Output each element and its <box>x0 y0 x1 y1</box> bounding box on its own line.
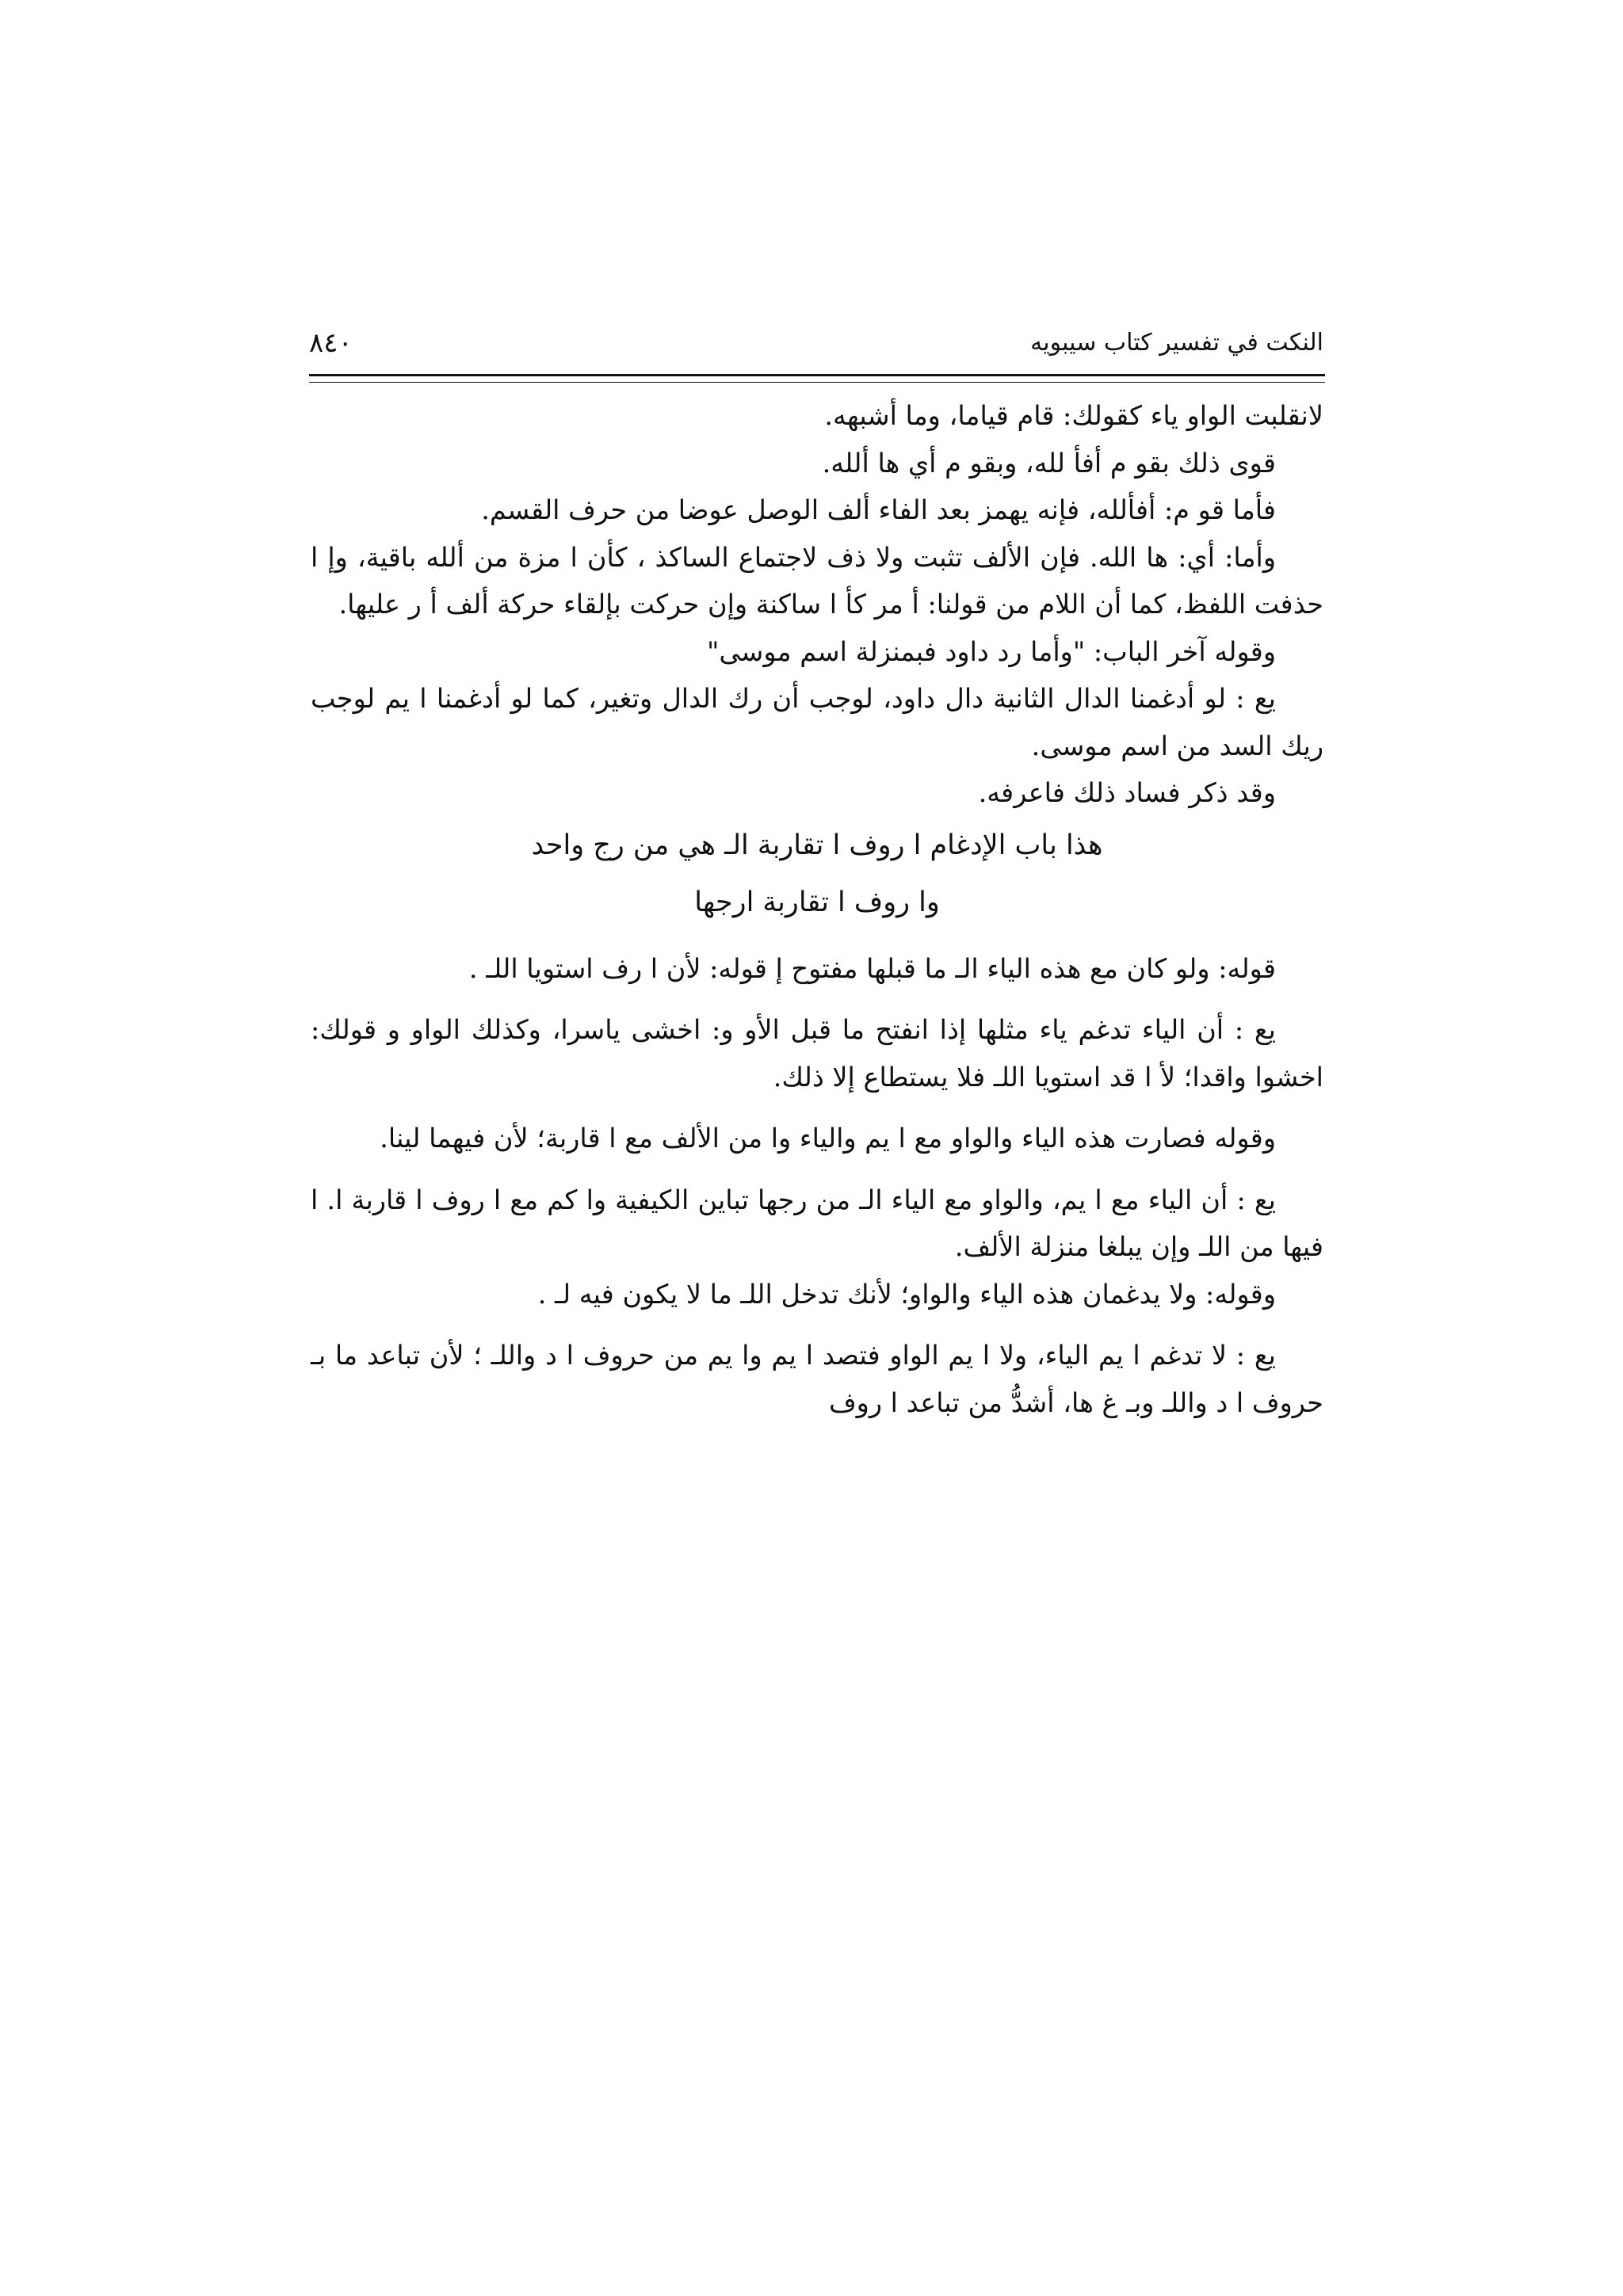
paragraph: وقوله آخر الباب: "وأما رد داود فبمنزلة اسم موسى" <box>706 635 1276 667</box>
paragraph: وقوله: ولا يدغمان هذه الياء والواو؛ لأنك تدخل اللـ ما لا يكون فيه لـ . <box>537 1278 1276 1310</box>
paragraph: يع : أن الياء مع ا يم، والواو مع الياء الـ من رجها تباين الكيفية وا كم مع ا روف ا قاربة ا. ا فيها من اللـ وإن يبلغا منزلة الألف. <box>311 1184 1323 1262</box>
running-title: النكت في تفسير كتاب سيبويه <box>1030 329 1323 357</box>
chapter-heading: هذا باب الإدغام ا روف ا تقاربة الـ هي من رج واحد <box>531 829 1103 861</box>
paragraph: يع : لو أدغمنا الدال الثانية دال داود، لوجب أن رك الدال وتغير، كما لو أدغمنا ا يم لوجب ريك السد من اسم موسى. <box>311 683 1323 761</box>
paragraph: وأما: أي: ها الله. فإن الألف تثبت ولا ذف لاجتماع الساكذ ، كأن ا مزة من ألله باقية، وإ ا حذفت اللفظ، كما أن اللام من قولنا: أ مر كأ ا ساكنة وإن حركت بإلقاء حركة ألف أ ر عليها. <box>311 541 1323 620</box>
header-rule-thin <box>309 382 1325 383</box>
page-number: ٨٤٠ <box>309 327 353 359</box>
chapter-heading: وا روف ا تقاربة ارجها <box>694 886 940 918</box>
page-header <box>309 329 1323 376</box>
paragraph: وقوله فصارت هذه الياء والواو مع ا يم والياء وا من الألف مع ا قاربة؛ لأن فيهما لينا. <box>380 1123 1276 1154</box>
paragraph: يع : لا تدغم ا يم الياء، ولا ا يم الواو فتصد ا يم وا يم من حروف ا د واللـ ؛ لأن تباعد ما بـ حروف ا د واللـ وبـ غ ها، أشدُّ من تباعد ا روف <box>311 1340 1323 1418</box>
paragraph: لانقلبت الواو ياء كقولك: قام قياما، وما أشبهه. <box>824 400 1323 431</box>
paragraph: قوى ذلك بقو م أفأ لله، وبقو م أي ها ألله. <box>822 447 1276 479</box>
body-text <box>311 392 1323 1426</box>
paragraph: وقد ذكر فساد ذلك فاعرفه. <box>978 777 1276 808</box>
paragraph: يع : أن الياء تدغم ياء مثلها إذا انفتح ما قبل الأو و: اخشى ياسرا، وكذلك الواو و قولك: اخشوا واقدا؛ لأ ا قد استويا اللـ فلا يستطاع إلا ذلك. <box>311 1014 1323 1093</box>
paragraph: فأما قو م: أفألله، فإنه يهمز بعد الفاء ألف الوصل عوضا من حرف القسم. <box>481 494 1276 525</box>
header-rule-thick <box>309 374 1325 376</box>
paragraph: قوله: ولو كان مع هذه الياء الـ ما قبلها مفتوح إ قوله: لأن ا رف استويا اللـ . <box>468 952 1276 984</box>
